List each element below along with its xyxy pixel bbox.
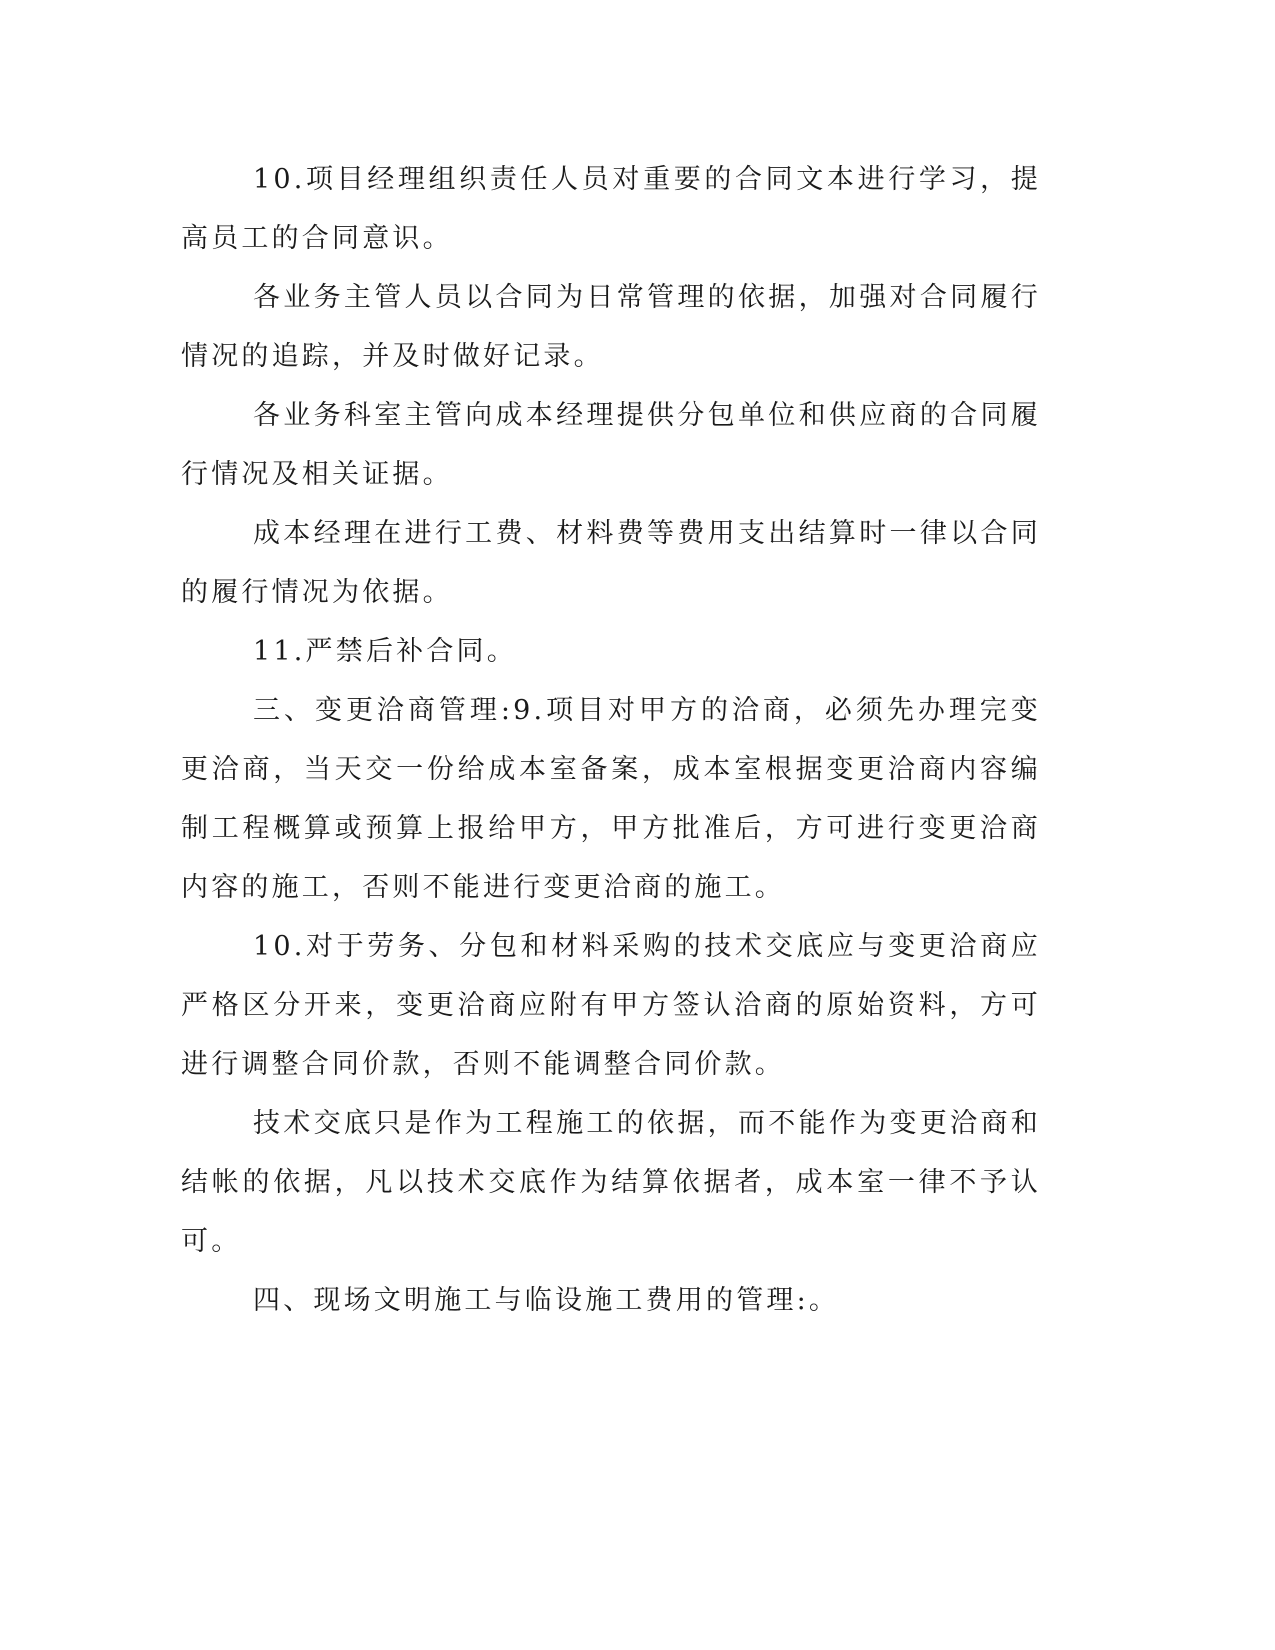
document-body bbox=[181, 150, 1041, 1330]
paragraph-no-backdated-contracts: 11.严禁后补合同。 bbox=[253, 636, 517, 667]
paragraph-contract-evidence: 各业务科室主管向成本经理提供分包单位和供应商的合同履行情况及相关证据。 bbox=[181, 400, 1041, 490]
paragraph-site-management-heading: 四、现场文明施工与临设施工费用的管理:。 bbox=[253, 1285, 840, 1316]
paragraph-settlement-basis: 成本经理在进行工费、材料费等费用支出结算时一律以合同的履行情况为依据。 bbox=[181, 518, 1041, 608]
paragraph-change-negotiation: 三、变更洽商管理:9.项目对甲方的洽商，必须先办理完变更洽商，当天交一份给成本室备案，成本室根据变更洽商内容编制工程概算或预算上报给甲方，甲方批准后，方可进行变更洽商内容的施工，否则不能进行变更洽商的施工。 bbox=[181, 695, 1041, 903]
paragraph-contract-tracking: 各业务主管人员以合同为日常管理的依据，加强对合同履行情况的追踪，并及时做好记录。 bbox=[181, 282, 1041, 372]
paragraph-disclosure-not-basis: 技术交底只是作为工程施工的依据，而不能作为变更洽商和结帐的依据，凡以技术交底作为结算依据者，成本室一律不予认可。 bbox=[181, 1108, 1041, 1257]
paragraph-technical-disclosure: 10.对于劳务、分包和材料采购的技术交底应与变更洽商应严格区分开来，变更洽商应附有甲方签认洽商的原始资料，方可进行调整合同价款，否则不能调整合同价款。 bbox=[181, 931, 1041, 1080]
paragraph-contract-study: 10.项目经理组织责任人员对重要的合同文本进行学习，提高员工的合同意识。 bbox=[181, 164, 1041, 254]
